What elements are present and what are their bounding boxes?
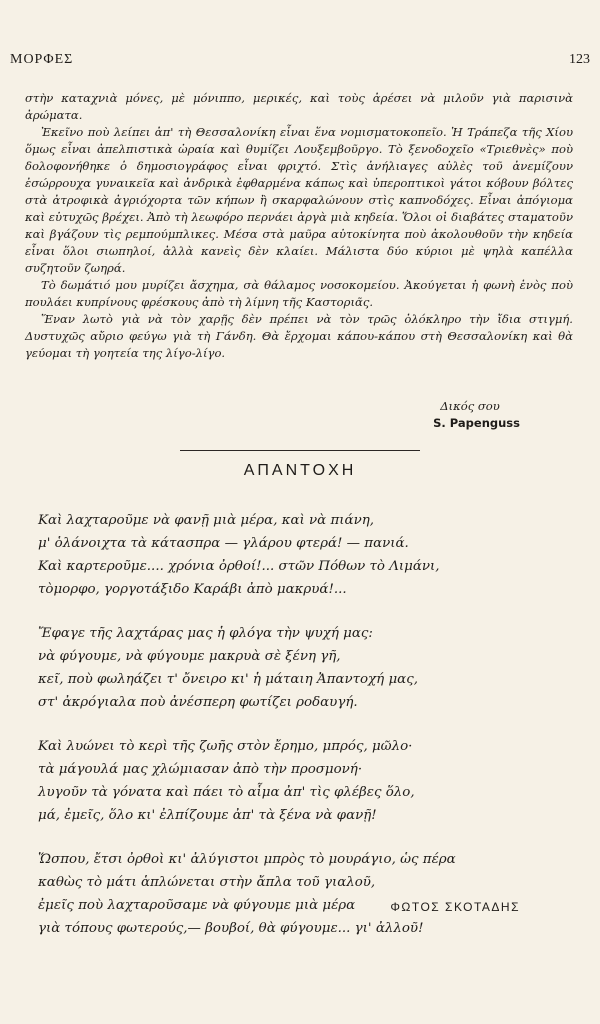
poem-line: τὰ μάγουλά μας χλώμιασαν ἀπὸ τὴν προσμονή· xyxy=(38,762,363,777)
poem-line: μά, ἐμεῖς, ὅλο κι' ἐλπίζουμε ἀπ' τὰ ξένα νὰ φανῇ! xyxy=(38,808,377,823)
journal-title: ΜΟΡΦΕΣ xyxy=(10,52,74,67)
poem-body xyxy=(38,509,578,961)
page-number: 123 xyxy=(569,52,590,67)
letter-paragraph: Ἐκεῖνο ποὺ λείπει ἀπ' τὴ Θεσσαλονίκη εἶναι ἕνα νομισματοκοπεῖο. Ἡ Τράπεζα τῆς Χίου ὅμως εἶναι ἀπελπιστικὰ ὡραία καὶ θυμίζει Λουξεμβοῦργο. Τὸ ξενοδοχεῖο «Τριεθνὲς» ποὺ δολοφονήθηκε ὁ δημοσιογράφος εἶναι φριχτό. Στὶς ἀνήλιαγες αὐλὲς τοῦ ἀνεμίζουν ἐσώρρουχα γυναικεῖα καὶ ἀνδρικὰ ἐφθαρμένα κάπως καὶ ὑπεροπτικοὶ γάτοι κόβουν βόλτες στὰ ἀτροφικὰ ἀγριόχορτα τῶν κήπων ἢ σκαρφαλώνουν στὶς καπνοδόχες. Εἶναι ἀπόγιομα καὶ εὐτυχῶς βρέχει. Ἀπὸ τὴ λεωφόρο περνάει ἀργὰ μιὰ κηδεία. Ὅλοι οἱ διαβάτες σταματοῦν καὶ βγάζουν τὶς ρεμπούμπλικες. Μέσα στὰ μαῦρα αὐτοκίνητα ποὺ ἀκολουθοῦν τὴν κηδεία εἶναι ὅλοι σιωπηλοί, ἀλλὰ κανεὶς δὲν κλαίει. Μάλιστα δύο κύριοι μὲ ψηλὰ καπέλλα συζητοῦν ζωηρά. xyxy=(25,125,573,275)
poem-line: τὸμορφο, γοργοτάξιδο Καράβι ἀπὸ μακρυά!... xyxy=(38,582,347,597)
poem-line: Ἔφαγε τῆς λαχτάρας μας ἡ φλόγα τὴν ψυχή μας: xyxy=(38,626,373,641)
poem-line: καθὼς τὸ μάτι ἁπλώνεται στὴν ἄπλα τοῦ γιαλοῦ, xyxy=(38,875,376,890)
poem-stanza xyxy=(38,848,578,940)
poem-line: Ὥσπου, ἔτσι ὀρθοὶ κι' ἀλύγιστοι μπρὸς τὸ μουράγιο, ὡς πέρα xyxy=(38,852,456,867)
poem-line: νὰ φύγουμε, νὰ φύγουμε μακρυὰ σὲ ξένη γῆ, xyxy=(38,649,341,664)
poem-line: λυγοῦν τὰ γόνατα καὶ πάει τὸ αἷμα ἀπ' τὶς φλέβες ὅλο, xyxy=(38,785,415,800)
poem-line: στ' ἀκρόγιαλα ποὺ ἀνέσπερη φωτίζει ροδαυγή. xyxy=(38,695,358,710)
poem-line: Καὶ λυώνει τὸ κερὶ τῆς ζωῆς στὸν ἔρημο, μπρός, μῶλο· xyxy=(38,739,413,754)
poem-title: ΑΠΑΝΤΟΧΗ xyxy=(243,462,357,479)
letter-paragraph: στὴν καταχνιὰ μόνες, μὲ μόνιππο, μερικές, καὶ τοὺς ἀρέσει νὰ μιλοῦν γιὰ παρισινὰ ἀρώματα. xyxy=(25,91,573,122)
poem-stanza xyxy=(38,509,578,601)
letter-closing: Δικός σου xyxy=(440,399,500,413)
poem-line: γιὰ τόπους φωτερούς,— βουβοί, θὰ φύγουμε... γι' ἀλλοῦ! xyxy=(38,921,424,936)
section-divider xyxy=(180,450,420,451)
poem-line: κεῖ, ποὺ φωληάζει τ' ὄνειρο κι' ἡ μάταιη Ἀπαντοχή μας, xyxy=(38,672,418,687)
letter-signature: S. Papenguss xyxy=(433,416,520,430)
poem-line: μ' ὁλάνοιχτα τὰ κάτασπρα — γλάρου φτερά! — πανιά. xyxy=(38,536,409,551)
letter-paragraph: Ἕναν λωτὸ γιὰ νὰ τὸν χαρῇς δὲν πρέπει νὰ τὸν τρῶς ὁλόκληρο τὴν ἴδια στιγμή. Δυστυχῶς αὔριο φεύγω γιὰ τὴ Γάνδη. Θὰ ἔρχομαι κάπου-κάπου στὴ Θεσσαλονίκη καὶ θὰ γεύομαι τὴ γοητεία της λίγο-λίγο. xyxy=(25,312,573,360)
poem-stanza xyxy=(38,622,578,714)
poem-line: Καὶ καρτεροῦμε.... χρόνια ὀρθοί!... στῶν Πόθων τὸ Λιμάνι, xyxy=(38,559,440,574)
poem-author: ΦΩΤΟΣ ΣΚΟΤΑΔΗΣ xyxy=(390,900,520,914)
poem-line: Καὶ λαχταροῦμε νὰ φανῇ μιὰ μέρα, καὶ νὰ πιάνη, xyxy=(38,513,374,528)
poem-line: ἐμεῖς ποὺ λαχταροῦσαμε νὰ φύγουμε μιὰ μέρα xyxy=(38,898,356,913)
poem-stanza xyxy=(38,735,578,827)
running-head xyxy=(10,52,590,70)
letter-paragraph: Τὸ δωμάτιό μου μυρίζει ἄσχημα, σὰ θάλαμος νοσοκομείου. Ἀκούγεται ἡ φωνὴ ἑνὸς ποὺ πουλάει κυπρίνους φρέσκους ἀπὸ τὴ λίμνη τῆς Καστοριᾶς. xyxy=(25,278,573,309)
letter-text xyxy=(25,90,573,362)
